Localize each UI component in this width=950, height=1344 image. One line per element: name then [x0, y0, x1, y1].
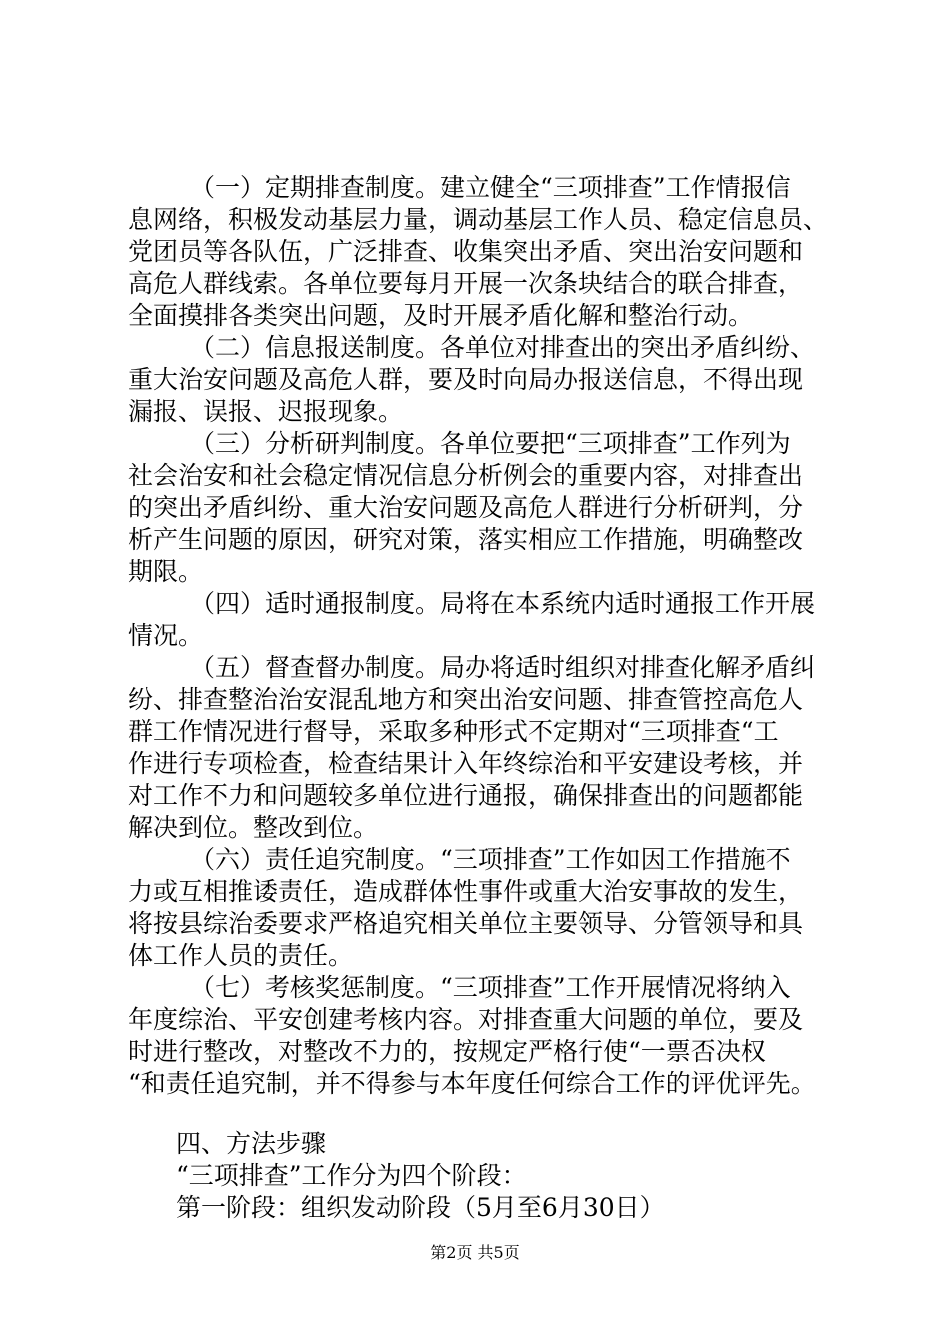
text-line: 纷、排查整治治安混乱地方和突出治安问题、排查管控高危人	[128, 685, 804, 714]
text-line: 体工作人员的责任。	[128, 941, 354, 970]
document-body	[128, 172, 828, 1224]
text-line: （五）督查督办制度。局办将适时组织对排查化解矛盾纠	[190, 653, 816, 682]
text-line: 年度综治、平安创建考核内容。对排查重大问题的单位，要及	[128, 1005, 804, 1034]
text-line: 将按县综治委要求严格追究相关单位主要领导、分管领导和具	[128, 909, 804, 938]
text-line: （四）适时通报制度。局将在本系统内适时通报工作开展	[190, 589, 816, 618]
text-line: 高危人群线索。各单位要每月开展一次条块结合的联合排查，	[128, 269, 804, 298]
text-line: 漏报、误报、迟报现象。	[128, 397, 404, 426]
text-line: （七）考核奖惩制度。“三项排查”工作开展情况将纳入	[190, 973, 791, 1002]
text-line: 重大治安问题及高危人群，要及时向局办报送信息，不得出现	[128, 365, 804, 394]
text-line: 党团员等各队伍，广泛排查、收集突出矛盾、突出治安问题和	[128, 237, 804, 266]
text-line: 析产生问题的原因，研究对策，落实相应工作措施，明确整改	[128, 525, 804, 554]
section-heading: 四、方法步骤	[176, 1129, 327, 1158]
text-line: 群工作情况进行督导，采取多种形式不定期对“三项排查“工	[128, 717, 779, 746]
text-line: （六）责任追究制度。“三项排查”工作如因工作措施不	[190, 845, 791, 874]
text-line: 的突出矛盾纠纷、重大治安问题及高危人群进行分析研判，分	[128, 493, 804, 522]
text-line: 情况。	[128, 621, 204, 650]
text-line: “三项排查”工作分为四个阶段：	[176, 1161, 527, 1190]
section-gap	[128, 1100, 828, 1128]
text-line: 息网络，积极发动基层力量，调动基层工作人员、稳定信息员、	[128, 205, 829, 234]
text-line: 时进行整改，对整改不力的，按规定严格行使“一票否决权	[128, 1037, 766, 1066]
text-line: 力或互相推诿责任，造成群体性事件或重大治安事故的发生，	[128, 877, 804, 906]
text-line: “和责任追究制，并不得参与本年度任何综合工作的评优评先。	[128, 1069, 816, 1098]
text-line: （一）定期排查制度。建立健全“三项排查”工作情报信	[190, 173, 791, 202]
text-line: （二）信息报送制度。各单位对排查出的突出矛盾纠纷、	[190, 333, 816, 362]
text-line: 第一阶段：组织发动阶段（5月至6月30日）	[176, 1193, 665, 1222]
text-line: 作进行专项检查，检查结果计入年终综治和平安建设考核，并	[128, 749, 804, 778]
text-line: （三）分析研判制度。各单位要把“三项排查”工作列为	[190, 429, 791, 458]
page-number-footer: 第2页 共5页	[430, 1243, 520, 1262]
text-line: 全面摸排各类突出问题，及时开展矛盾化解和整治行动。	[128, 301, 754, 330]
text-line: 社会治安和社会稳定情况信息分析例会的重要内容，对排查出	[128, 461, 804, 490]
text-line: 解决到位。整改到位。	[128, 813, 379, 842]
text-line: 对工作不力和问题较多单位进行通报，确保排查出的问题都能	[128, 781, 804, 810]
text-line: 期限。	[128, 557, 204, 586]
